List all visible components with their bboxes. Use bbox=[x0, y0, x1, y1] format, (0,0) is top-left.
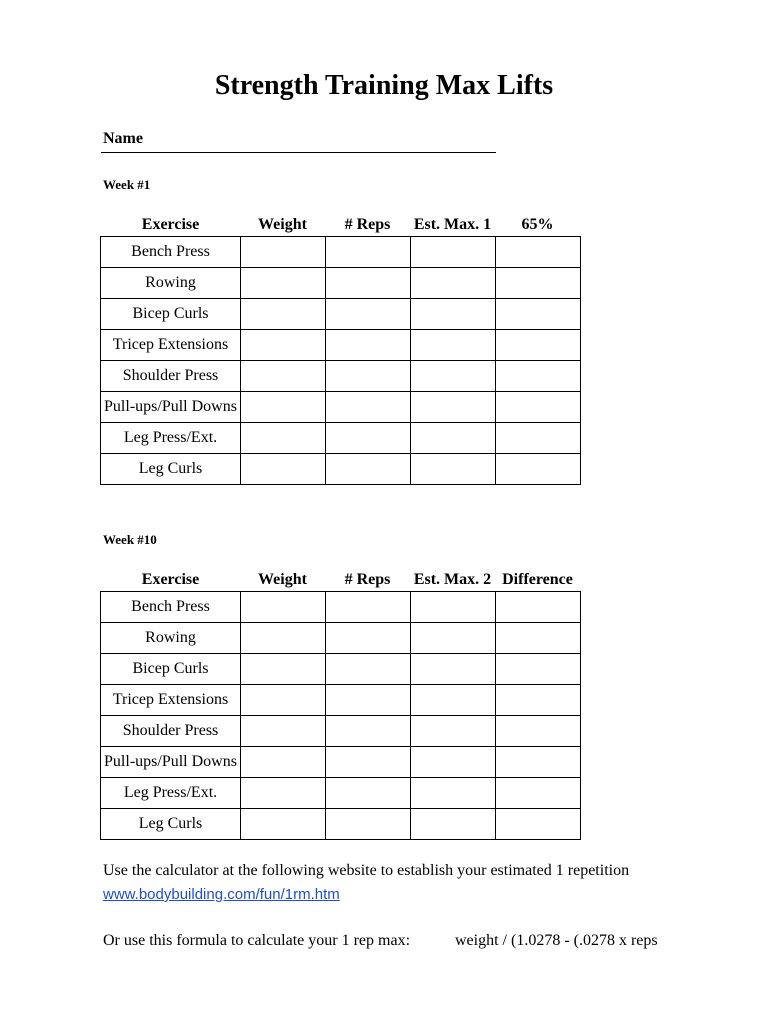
estmax-cell[interactable] bbox=[411, 747, 496, 778]
reps-cell[interactable] bbox=[326, 299, 411, 330]
weight-cell[interactable] bbox=[241, 654, 326, 685]
name-field-line[interactable] bbox=[101, 152, 496, 153]
reps-cell[interactable] bbox=[326, 716, 411, 747]
table-row bbox=[101, 809, 581, 840]
week1-header-exercise: Exercise bbox=[141, 216, 200, 233]
formula-text: weight / (1.0278 - (.0278 x reps bbox=[455, 932, 658, 949]
percent-cell[interactable] bbox=[496, 330, 581, 361]
reps-cell[interactable] bbox=[326, 747, 411, 778]
estmax-cell[interactable] bbox=[411, 654, 496, 685]
table-row bbox=[101, 454, 581, 485]
week10-header-row bbox=[101, 571, 591, 591]
reps-cell[interactable] bbox=[326, 623, 411, 654]
percent-cell[interactable] bbox=[496, 423, 581, 454]
page-title: Strength Training Max Lifts bbox=[214, 70, 554, 101]
estmax-cell[interactable] bbox=[411, 330, 496, 361]
difference-cell[interactable] bbox=[496, 592, 581, 623]
weight-cell[interactable] bbox=[241, 423, 326, 454]
estmax-cell[interactable] bbox=[411, 268, 496, 299]
reps-cell[interactable] bbox=[326, 330, 411, 361]
exercise-cell: Bench Press bbox=[101, 237, 241, 268]
estmax-cell[interactable] bbox=[411, 809, 496, 840]
week1-header-row bbox=[101, 216, 591, 236]
table-row bbox=[101, 423, 581, 454]
weight-cell[interactable] bbox=[241, 592, 326, 623]
difference-cell[interactable] bbox=[496, 778, 581, 809]
weight-cell[interactable] bbox=[241, 778, 326, 809]
table-row bbox=[101, 623, 581, 654]
exercise-cell: Leg Curls bbox=[101, 809, 241, 840]
week10-header-reps: # Reps bbox=[344, 571, 391, 588]
weight-cell[interactable] bbox=[241, 299, 326, 330]
exercise-cell: Rowing bbox=[101, 268, 241, 299]
percent-cell[interactable] bbox=[496, 454, 581, 485]
exercise-cell: Rowing bbox=[101, 623, 241, 654]
estmax-cell[interactable] bbox=[411, 299, 496, 330]
difference-cell[interactable] bbox=[496, 716, 581, 747]
exercise-cell: Pull-ups/Pull Downs bbox=[101, 392, 241, 423]
estmax-cell[interactable] bbox=[411, 778, 496, 809]
weight-cell[interactable] bbox=[241, 237, 326, 268]
week1-header-reps: # Reps bbox=[344, 216, 391, 233]
exercise-cell: Leg Press/Ext. bbox=[101, 423, 241, 454]
reps-cell[interactable] bbox=[326, 654, 411, 685]
exercise-cell: Pull-ups/Pull Downs bbox=[101, 747, 241, 778]
table-row bbox=[101, 268, 581, 299]
exercise-cell: Bicep Curls bbox=[101, 654, 241, 685]
table-row bbox=[101, 716, 581, 747]
table-row bbox=[101, 237, 581, 268]
estmax-cell[interactable] bbox=[411, 361, 496, 392]
calculator-link[interactable]: www.bodybuilding.com/fun/1rm.htm bbox=[103, 886, 340, 903]
week10-header-exercise: Exercise bbox=[141, 571, 200, 588]
weight-cell[interactable] bbox=[241, 716, 326, 747]
exercise-cell: Tricep Extensions bbox=[101, 685, 241, 716]
table-row bbox=[101, 778, 581, 809]
reps-cell[interactable] bbox=[326, 809, 411, 840]
weight-cell[interactable] bbox=[241, 623, 326, 654]
table-row bbox=[101, 747, 581, 778]
formula-label: Or use this formula to calculate your 1 rep max: bbox=[103, 932, 411, 949]
table-row bbox=[101, 392, 581, 423]
weight-cell[interactable] bbox=[241, 747, 326, 778]
week10-label: Week #10 bbox=[103, 532, 157, 547]
week10-header-difference: Difference bbox=[502, 571, 573, 588]
difference-cell[interactable] bbox=[496, 809, 581, 840]
week10-table bbox=[100, 591, 581, 840]
exercise-cell: Bicep Curls bbox=[101, 299, 241, 330]
weight-cell[interactable] bbox=[241, 268, 326, 299]
calculator-note: Use the calculator at the following website to establish your estimated 1 repetition bbox=[103, 862, 630, 879]
table-row bbox=[101, 330, 581, 361]
exercise-cell: Shoulder Press bbox=[101, 716, 241, 747]
estmax-cell[interactable] bbox=[411, 592, 496, 623]
week1-table bbox=[100, 236, 581, 485]
weight-cell[interactable] bbox=[241, 685, 326, 716]
estmax-cell[interactable] bbox=[411, 623, 496, 654]
table-row bbox=[101, 592, 581, 623]
exercise-cell: Tricep Extensions bbox=[101, 330, 241, 361]
percent-cell[interactable] bbox=[496, 237, 581, 268]
estmax-cell[interactable] bbox=[411, 392, 496, 423]
week1-header-percent: 65% bbox=[521, 216, 554, 233]
table-row bbox=[101, 654, 581, 685]
weight-cell[interactable] bbox=[241, 392, 326, 423]
estmax-cell[interactable] bbox=[411, 423, 496, 454]
table-row bbox=[101, 361, 581, 392]
weight-cell[interactable] bbox=[241, 809, 326, 840]
weight-cell[interactable] bbox=[241, 454, 326, 485]
difference-cell[interactable] bbox=[496, 654, 581, 685]
difference-cell[interactable] bbox=[496, 747, 581, 778]
reps-cell[interactable] bbox=[326, 237, 411, 268]
name-label: Name bbox=[103, 130, 143, 147]
reps-cell[interactable] bbox=[326, 778, 411, 809]
reps-cell[interactable] bbox=[326, 454, 411, 485]
exercise-cell: Leg Press/Ext. bbox=[101, 778, 241, 809]
week1-header-weight: Weight bbox=[258, 216, 307, 233]
difference-cell[interactable] bbox=[496, 623, 581, 654]
reps-cell[interactable] bbox=[326, 268, 411, 299]
percent-cell[interactable] bbox=[496, 361, 581, 392]
reps-cell[interactable] bbox=[326, 361, 411, 392]
exercise-cell: Shoulder Press bbox=[101, 361, 241, 392]
reps-cell[interactable] bbox=[326, 392, 411, 423]
reps-cell[interactable] bbox=[326, 592, 411, 623]
reps-cell[interactable] bbox=[326, 423, 411, 454]
exercise-cell: Leg Curls bbox=[101, 454, 241, 485]
reps-cell[interactable] bbox=[326, 685, 411, 716]
week10-header-weight: Weight bbox=[258, 571, 307, 588]
estmax-cell[interactable] bbox=[411, 454, 496, 485]
table-row bbox=[101, 299, 581, 330]
difference-cell[interactable] bbox=[496, 685, 581, 716]
exercise-cell: Bench Press bbox=[101, 592, 241, 623]
estmax-cell[interactable] bbox=[411, 237, 496, 268]
week1-label: Week #1 bbox=[103, 177, 151, 192]
estmax-cell[interactable] bbox=[411, 716, 496, 747]
weight-cell[interactable] bbox=[241, 361, 326, 392]
table-row bbox=[101, 685, 581, 716]
percent-cell[interactable] bbox=[496, 392, 581, 423]
estmax-cell[interactable] bbox=[411, 685, 496, 716]
formula-line bbox=[103, 932, 668, 950]
percent-cell[interactable] bbox=[496, 268, 581, 299]
percent-cell[interactable] bbox=[496, 299, 581, 330]
week1-header-estmax: Est. Max. 1 bbox=[413, 216, 492, 233]
weight-cell[interactable] bbox=[241, 330, 326, 361]
week10-header-estmax: Est. Max. 2 bbox=[413, 571, 492, 588]
